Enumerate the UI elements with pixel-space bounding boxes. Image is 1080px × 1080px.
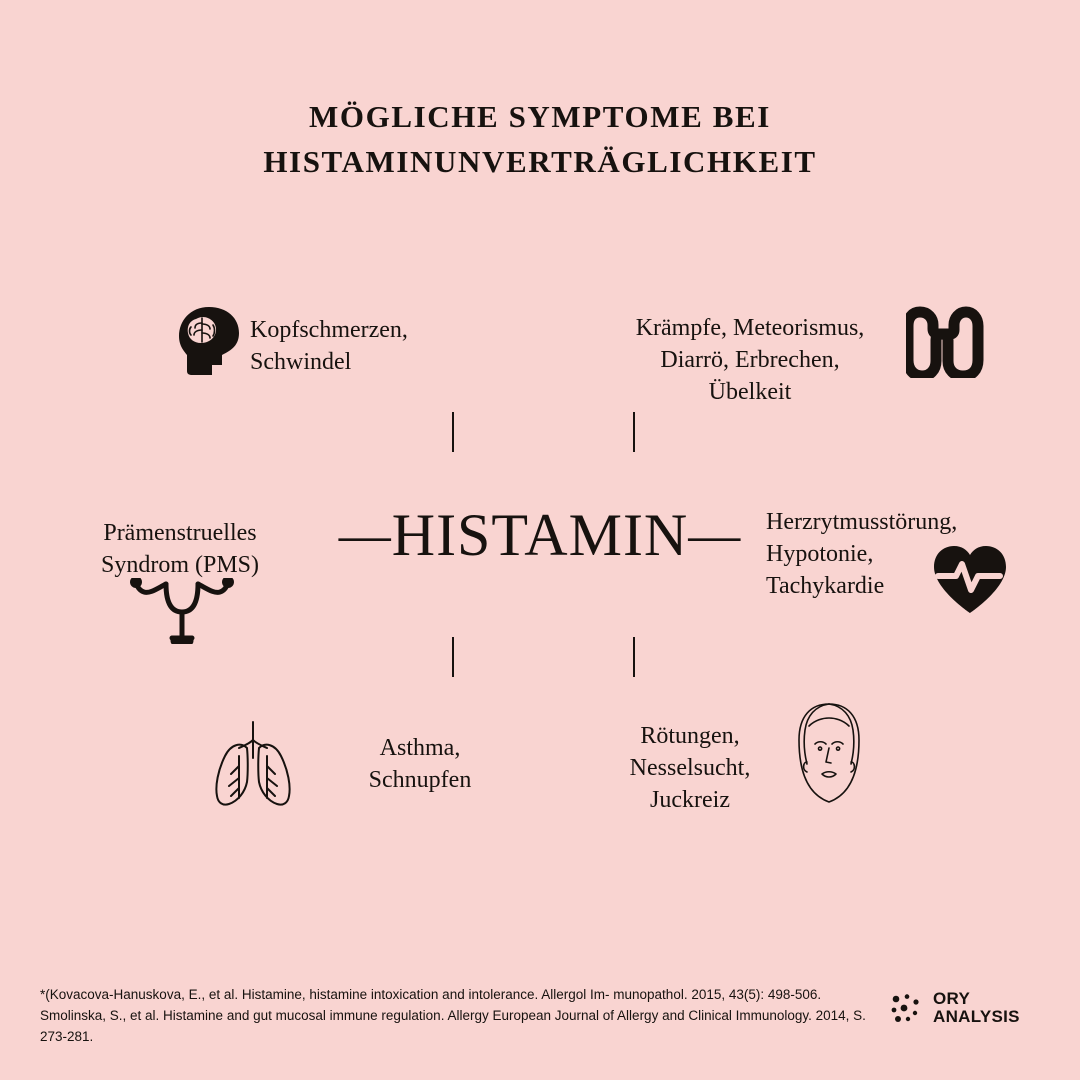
page-title <box>0 95 1080 185</box>
connector-line-top-left <box>452 412 454 452</box>
symptom-label-lung <box>320 733 520 797</box>
face-icon <box>793 700 865 823</box>
symptom-pms-line-1: Prämenstruelles <box>103 520 257 546</box>
uterus-icon <box>128 578 236 653</box>
symptom-heart-line-1: Herzrytmusstörung, <box>766 509 958 535</box>
connector-line-bottom-right <box>633 637 635 677</box>
intestine-icon <box>906 306 984 383</box>
connector-line-bottom-left <box>452 637 454 677</box>
symptom-heart-line-3: Tachykardie <box>766 572 885 599</box>
symptom-gut-line-1: Krämpfe, Meteorismus, <box>635 315 865 341</box>
brand-logo[interactable] <box>890 990 1020 1027</box>
logo-line-1: ORY <box>933 989 971 1008</box>
symptom-heart-line-2: Hypotonie, <box>766 540 874 567</box>
symptom-skin-line-2: Nesselsucht, <box>629 754 751 781</box>
center-dash-right: — <box>688 507 742 564</box>
title-line-1: MÖGLICHE SYMPTOME BEI <box>309 99 771 134</box>
symptom-lung-line-1: Asthma, <box>379 735 461 761</box>
symptom-skin-line-3: Juckreiz <box>650 786 730 813</box>
logo-line-2: ANALYSIS <box>933 1007 1020 1027</box>
symptom-label-head <box>250 315 510 379</box>
head-brain-icon <box>176 305 242 382</box>
symptom-pms-line-2: Syndrom (PMS) <box>100 551 260 578</box>
symptom-gut-line-2: Diarrö, Erbrechen, <box>660 346 840 373</box>
symptom-head-line-2: Schwindel <box>250 348 352 375</box>
symptom-gut-line-3: Übelkeit <box>708 378 792 405</box>
symptom-label-skin <box>590 721 790 817</box>
symptom-skin-line-1: Rötungen, <box>640 723 740 749</box>
lungs-icon <box>205 718 301 815</box>
title-line-2: HISTAMINUNVERTRÄGLICHKEIT <box>263 143 817 179</box>
center-dash-left: — <box>338 507 392 564</box>
logo-dots-icon <box>890 993 924 1023</box>
footnote-citation: *(Kovacova-Hanuskova, E., et al. Histamine, histamine intoxication and intolerance. Allergol Im- munopathol. 2015, 43(5): 498-506. Smolinska, S., et al. Histamine and gut mucosal immune regulation. Allergy European Journal of Allergy and Clinical Immunology. 2014, S. 273-281. <box>40 987 866 1044</box>
symptom-head-line-1: Kopfschmerzen, <box>250 317 408 343</box>
symptom-label-pms <box>60 518 300 582</box>
center-word: HISTAMIN <box>391 502 689 568</box>
connector-line-top-right <box>633 412 635 452</box>
logo-text <box>933 990 1020 1027</box>
symptom-lung-line-2: Schnupfen <box>368 766 472 793</box>
heart-pulse-icon <box>930 543 1010 622</box>
symptom-label-gut <box>590 313 910 409</box>
